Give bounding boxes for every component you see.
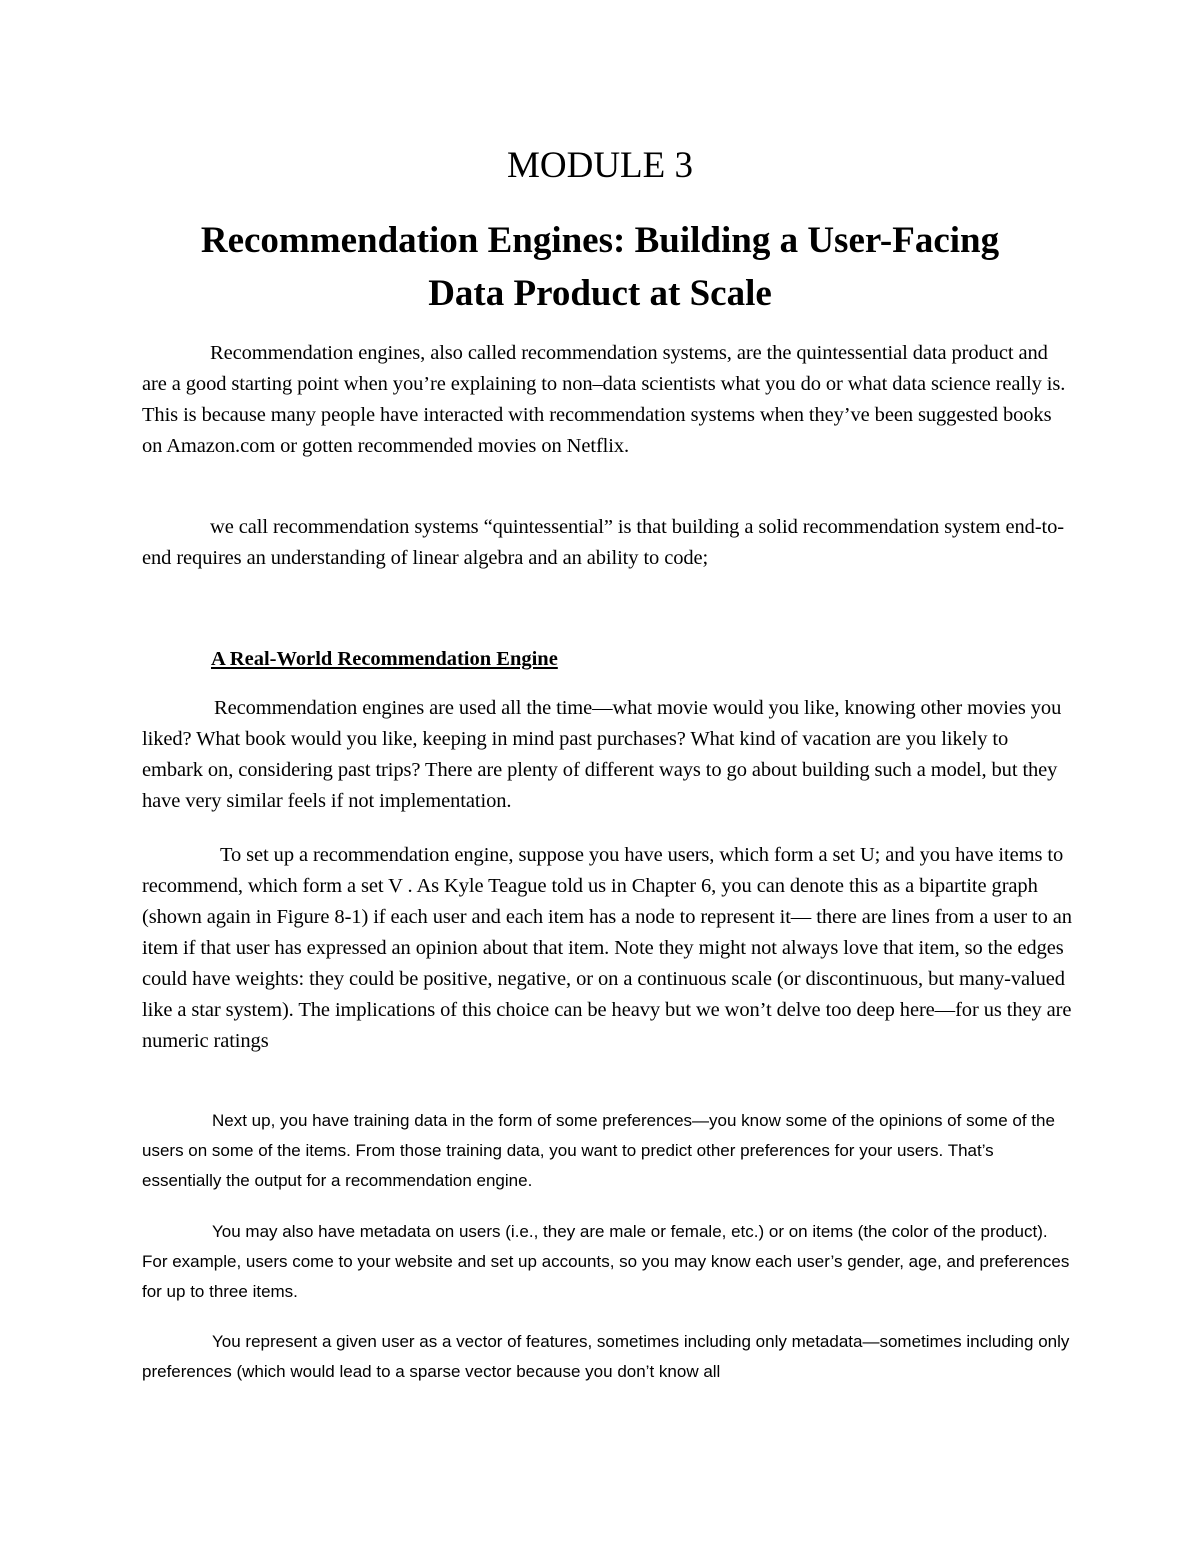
section-paragraph-1: Recommendation engines are used all the time—what movie would you like, knowing other movies you liked? What book would you like, keeping in mind past purchases? What kind of vacation are you likely to embark on, considering past trips? There are plenty of different ways to go about building such a model, but they have very similar feels if not implementation.	[142, 697, 1062, 812]
module-label: MODULE 3	[506, 145, 693, 186]
body-paragraph-3: You represent a given user as a vector of features, sometimes including only metadata—sometimes including only preferences (which would lead to a sparse vector because you don’t know all	[142, 1332, 1070, 1381]
section-heading: A Real-World Recommendation Engine	[211, 648, 558, 670]
body-paragraph-2: You may also have metadata on users (i.e., they are male or female, etc.) or on items (the color of the product). For example, users come to your website and set up accounts, so you may know each user’s gender, age, and preferences for up to three items.	[142, 1222, 1070, 1301]
section-paragraph-2: To set up a recommendation engine, suppose you have users, which form a set U; and you have items to recommend, which form a set V . As Kyle Teague told us in Chapter 6, you can denote this as a bipartite graph (shown again in Figure 8-1) if each user and each item has a node to represent it— there are lines from a user to an item if that user has expressed an opinion about that item. Note they might not always love that item, so the edges could have weights: they could be positive, negative, or on a continuous scale (or discontinuous, but many-valued like a star system). The implications of this choice can be heavy but we won’t delve too deep here—for us they are numeric ratings	[142, 844, 1072, 1052]
intro-paragraph-2: we call recommendation systems “quintessential” is that building a solid recommendation system end-to-end requires an understanding of linear algebra and an ability to code;	[142, 516, 1065, 569]
body-paragraph-1: Next up, you have training data in the form of some preferences—you know some of the opinions of some of the users on some of the items. From those training data, you want to predict other preferences for your users. That’s essentially the output for a recommendation engine.	[142, 1111, 1055, 1190]
intro-paragraph-1: Recommendation engines, also called recommendation systems, are the quintessential data product and are a good starting point when you’re explaining to non–data scientists what you do or what data science really is. This is because many people have interacted with recommendation systems when they’ve been suggested books on Amazon.com or gotten recommended movies on Netflix.	[142, 342, 1066, 457]
title-line-2: Data Product at Scale	[428, 273, 772, 314]
title-line-1: Recommendation Engines: Building a User-Facing	[200, 220, 1000, 261]
page-title	[150, 214, 1050, 320]
